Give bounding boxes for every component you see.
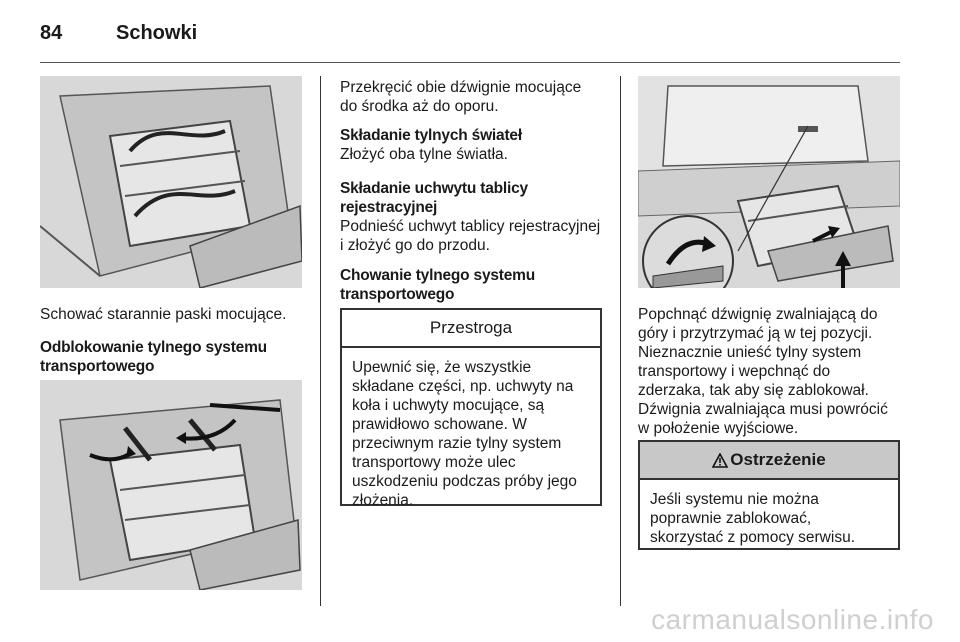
warning-triangle-icon bbox=[712, 445, 728, 481]
caution-body: Upewnić się, że wszystkie składane części, np. uchwyty na koła i uchwyty mocujące, są prawidłowo schowane. W przeciwnym razie tylny system transportowy może ulec uszkodzeniu podczas próby jego złożenia. bbox=[352, 359, 577, 509]
column-divider-1 bbox=[320, 76, 321, 606]
caption-straps: Schować starannie paski mocujące. bbox=[40, 306, 287, 323]
warning-box bbox=[638, 440, 900, 550]
warning-body: Jeśli systemu nie można poprawnie zablokować, skorzystać z pomocy serwisu. bbox=[650, 491, 855, 546]
text-plate: Podnieść uchwyt tablicy rejestracyjnej i złożyć go do przodu. bbox=[340, 218, 601, 254]
heading-unlock: Odblokowanie tylnego systemu transportowego bbox=[40, 339, 267, 375]
header-divider bbox=[40, 62, 900, 63]
heading-lights: Składanie tylnych świateł bbox=[340, 127, 522, 144]
figure-unlock-levers bbox=[40, 380, 302, 590]
rack-levers-illustration bbox=[40, 380, 302, 590]
heading-stow: Chowanie tylnego systemu transportowego bbox=[340, 267, 536, 303]
caution-box bbox=[340, 308, 602, 509]
heading-plate: Składanie uchwytu tablicy rejestracyjnej bbox=[340, 180, 528, 216]
page-title: Schowki bbox=[116, 22, 198, 44]
column-divider-2 bbox=[620, 76, 621, 606]
figure-push-rack bbox=[638, 76, 900, 288]
text-push-lever: Popchnąć dźwignię zwalniającą do góry i przytrzymać ją w tej pozycji. Nieznacznie unieść tylny system transportowy i wepchnąć do zderzaka, tak aby się zablokował. bbox=[638, 306, 878, 399]
watermark: carmanualsonline.info bbox=[651, 604, 934, 635]
figure-straps-stowed bbox=[40, 76, 302, 288]
warning-header bbox=[640, 442, 898, 480]
warning-title: Ostrzeżenie bbox=[730, 450, 826, 469]
text-lever-return: Dźwignia zwalniająca musi powrócić w położenie wyjściowe. bbox=[638, 401, 888, 437]
rack-straps-illustration bbox=[40, 76, 302, 288]
page-number: 84 bbox=[40, 22, 63, 44]
rear-bumper-illustration bbox=[638, 76, 900, 288]
caution-title: Przestroga bbox=[342, 310, 600, 348]
text-lights: Złożyć oba tylne światła. bbox=[340, 146, 508, 163]
text-rotate-levers: Przekręcić obie dźwignie mocujące do środka aż do oporu. bbox=[340, 79, 582, 115]
